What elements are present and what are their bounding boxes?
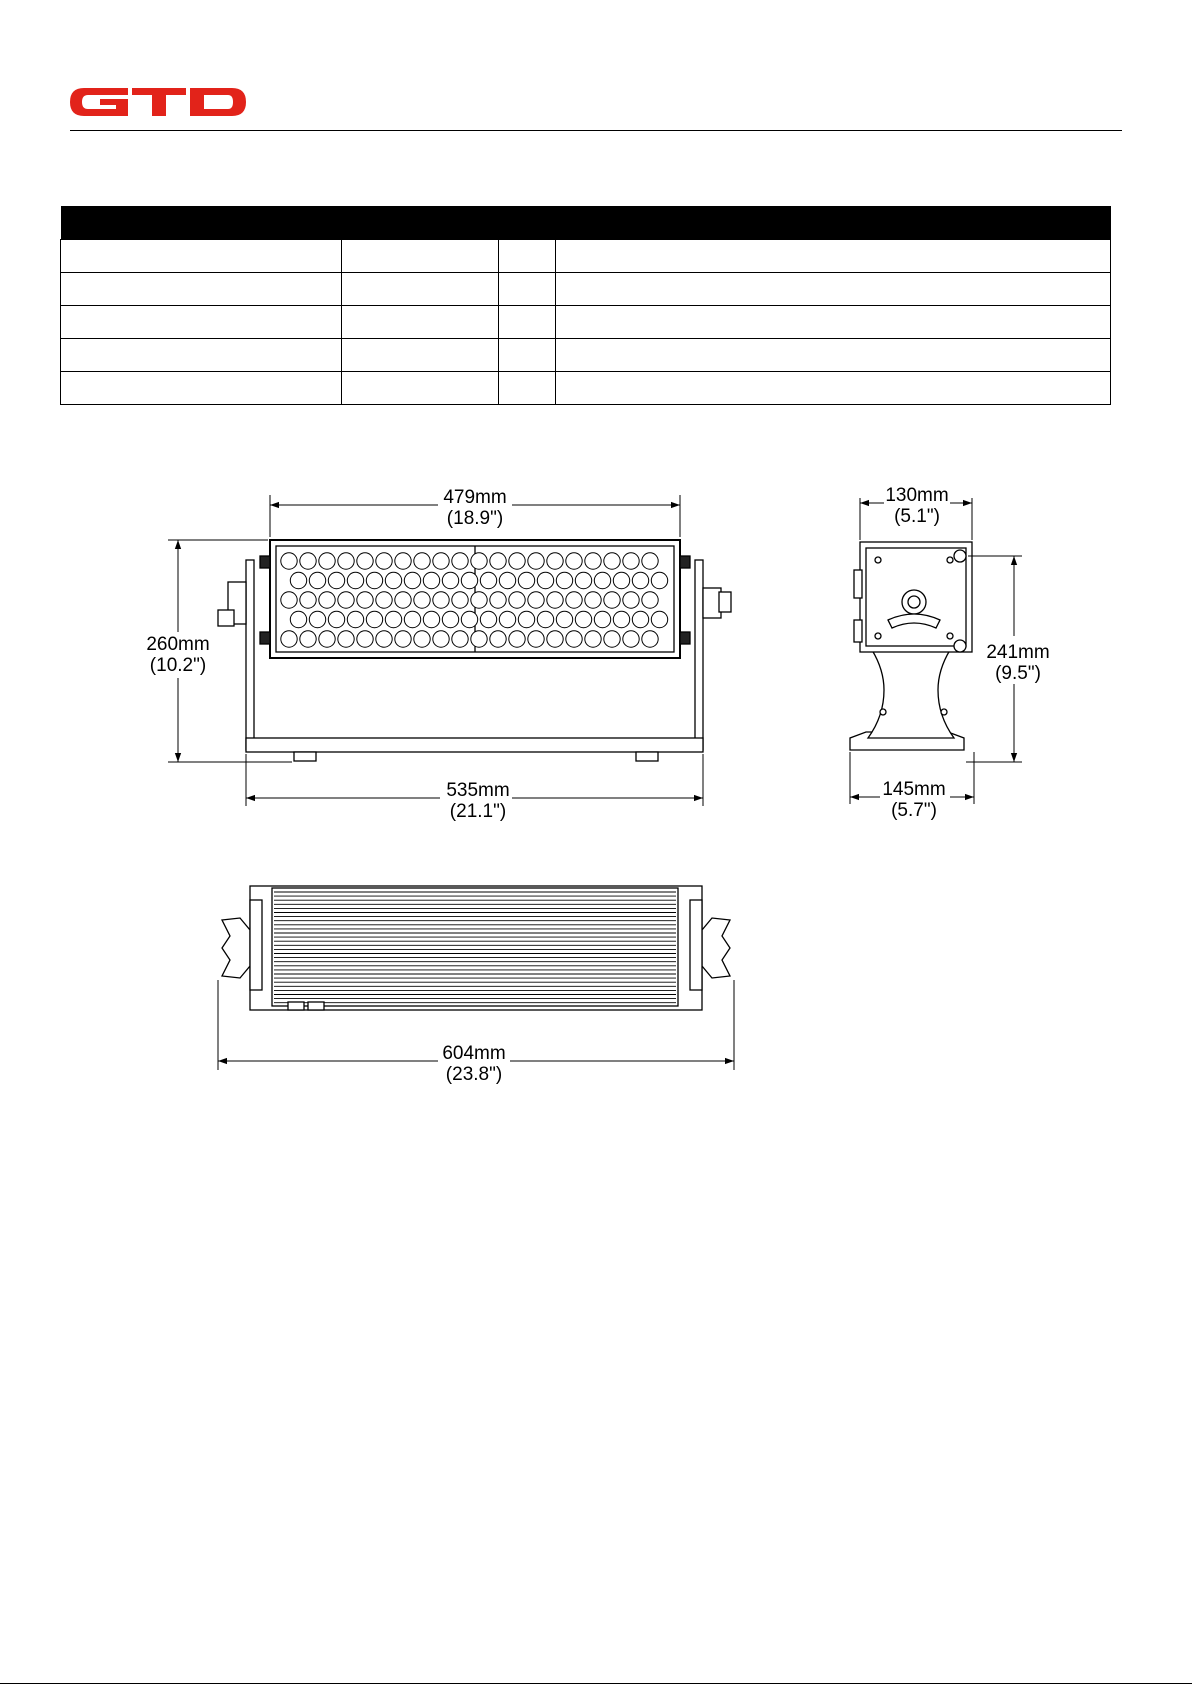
dim-top-width-mm: 604mm [442, 1043, 506, 1064]
led-lens [300, 592, 316, 608]
led-lens [452, 592, 468, 608]
dim-side-top-in: (5.1") [894, 506, 940, 527]
led-lens [452, 553, 468, 569]
led-lens [537, 572, 553, 588]
dim-side-base-in: (5.7") [891, 800, 937, 821]
led-lens [357, 553, 373, 569]
led-lens [490, 553, 506, 569]
led-lens [290, 611, 306, 627]
led-lens [442, 572, 458, 588]
led-lens [566, 631, 582, 647]
led-lens [442, 611, 458, 627]
led-lens [509, 592, 525, 608]
led-lens [623, 553, 639, 569]
led-lens [385, 611, 401, 627]
led-lens [461, 572, 477, 588]
led-lens [395, 553, 411, 569]
dim-side-height [966, 556, 1050, 762]
led-lens [328, 611, 344, 627]
led-lens [338, 631, 354, 647]
led-lens [651, 572, 667, 588]
dim-front-base [246, 754, 703, 822]
led-lens [623, 592, 639, 608]
led-lens [604, 553, 620, 569]
led-lens [471, 553, 487, 569]
led-lens [518, 611, 534, 627]
led-lens [319, 553, 335, 569]
led-lens [404, 572, 420, 588]
led-lens [575, 572, 591, 588]
dim-front-width [270, 487, 680, 537]
led-lens [556, 611, 572, 627]
led-lens [547, 592, 563, 608]
led-lens [281, 553, 297, 569]
led-lens [585, 631, 601, 647]
led-lens [414, 592, 430, 608]
led-lens [594, 611, 610, 627]
led-lens [357, 631, 373, 647]
led-lens [281, 631, 297, 647]
led-lens [471, 631, 487, 647]
led-lens [300, 631, 316, 647]
led-lens [433, 553, 449, 569]
led-lens [556, 572, 572, 588]
led-lens [385, 572, 401, 588]
side-view [850, 542, 972, 750]
led-lens [338, 553, 354, 569]
led-lens [642, 553, 658, 569]
led-lens [566, 553, 582, 569]
led-lens [319, 631, 335, 647]
led-lens [518, 572, 534, 588]
led-lens [604, 592, 620, 608]
led-lens [433, 592, 449, 608]
led-lens [528, 592, 544, 608]
led-lens [632, 611, 648, 627]
led-lens [290, 572, 306, 588]
dim-side-top [860, 485, 972, 540]
led-lens [395, 592, 411, 608]
led-lens [604, 631, 620, 647]
led-lens [547, 553, 563, 569]
led-lens [528, 631, 544, 647]
led-lens [423, 572, 439, 588]
led-lens [319, 592, 335, 608]
led-lens [309, 572, 325, 588]
dim-side-top-mm: 130mm [885, 485, 949, 506]
led-lens [642, 631, 658, 647]
led-lens [414, 631, 430, 647]
footer-rule [0, 1683, 1192, 1684]
dim-side-height-in: (9.5") [995, 663, 1041, 684]
led-lens [347, 611, 363, 627]
led-lens [537, 611, 553, 627]
led-lens [632, 572, 648, 588]
dim-front-base-in: (21.1") [449, 801, 507, 822]
led-lens [490, 631, 506, 647]
led-lens [480, 572, 496, 588]
led-lens [347, 572, 363, 588]
led-lens [281, 592, 297, 608]
led-lens [300, 553, 316, 569]
led-lens [499, 572, 515, 588]
led-lens [338, 592, 354, 608]
led-lens [651, 611, 667, 627]
dim-front-width-mm: 479mm [443, 487, 507, 508]
led-lens [480, 611, 496, 627]
led-lens [642, 592, 658, 608]
dim-front-height-mm: 260mm [146, 634, 210, 655]
front-view [218, 540, 731, 761]
led-lens [623, 631, 639, 647]
led-lens [499, 611, 515, 627]
led-lens [395, 631, 411, 647]
led-lens [585, 592, 601, 608]
led-lens [366, 611, 382, 627]
led-lens [594, 572, 610, 588]
led-lens [414, 553, 430, 569]
led-lens [575, 611, 591, 627]
led-lens [509, 553, 525, 569]
led-lens [433, 631, 449, 647]
dim-front-base-mm: 535mm [446, 780, 510, 801]
led-lens [423, 611, 439, 627]
led-lens [309, 611, 325, 627]
led-lens [490, 592, 506, 608]
led-lens [613, 611, 629, 627]
dim-side-height-mm: 241mm [986, 642, 1050, 663]
led-lens [461, 611, 477, 627]
dim-front-height-in: (10.2") [149, 655, 207, 676]
led-lens [404, 611, 420, 627]
dim-front-width-in: (18.9") [446, 508, 504, 529]
dim-side-base [850, 752, 974, 821]
dim-top-width-in: (23.8") [445, 1064, 503, 1085]
led-lens [376, 631, 392, 647]
led-lens [528, 553, 544, 569]
led-lens [328, 572, 344, 588]
led-lens [471, 592, 487, 608]
led-lens [452, 631, 468, 647]
led-lens [357, 592, 373, 608]
led-lens [366, 572, 382, 588]
led-lens [547, 631, 563, 647]
led-lens [566, 592, 582, 608]
top-view [222, 886, 730, 1010]
led-lens [509, 631, 525, 647]
led-lens [613, 572, 629, 588]
led-lens [376, 592, 392, 608]
dim-side-base-mm: 145mm [882, 779, 946, 800]
led-lens [376, 553, 392, 569]
led-lens [585, 553, 601, 569]
